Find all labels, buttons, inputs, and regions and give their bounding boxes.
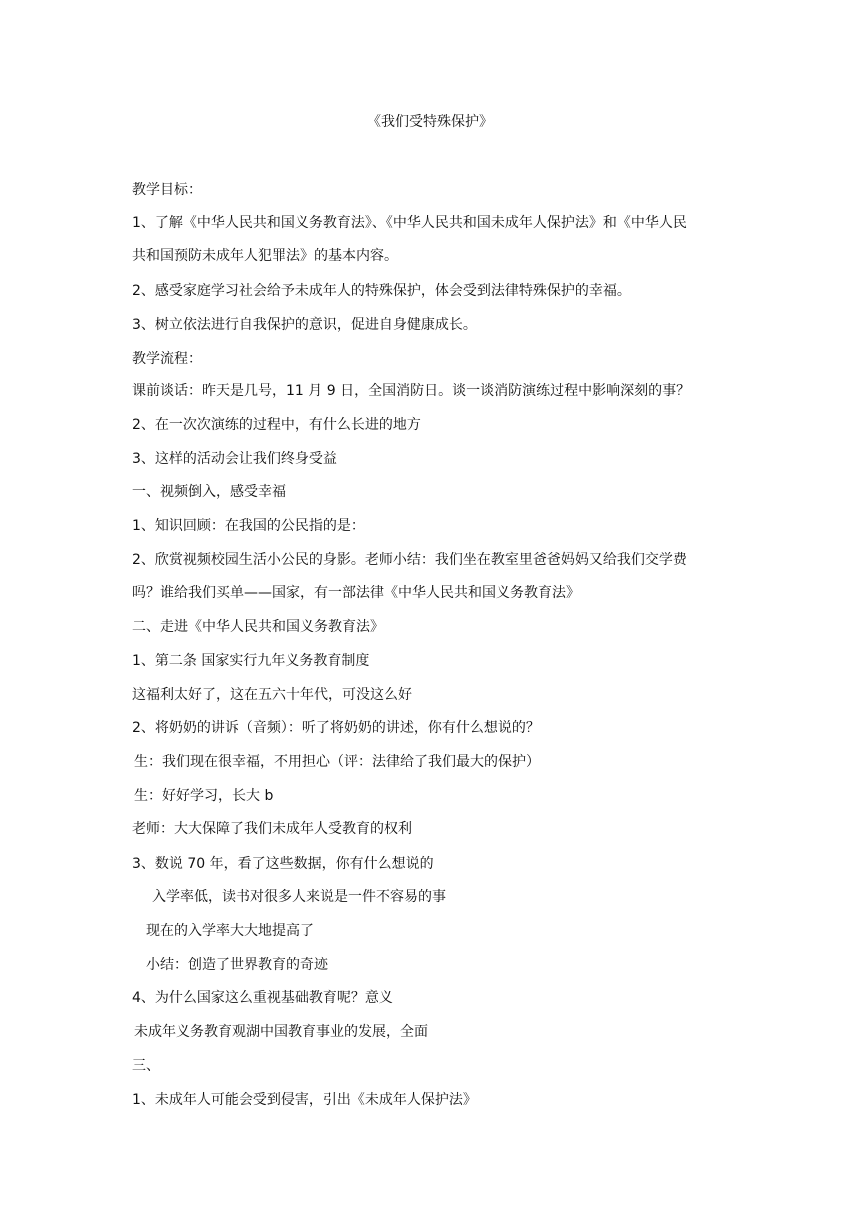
paragraph-line: 3、这样的活动会让我们终身受益 — [132, 451, 337, 467]
paragraph-line: 这福利太好了，这在五六十年代，可没这么好 — [132, 687, 412, 703]
paragraph-line: 1、未成年人可能会受到侵害，引出《未成年人保护法》 — [132, 1092, 477, 1108]
paragraph-line: 课前谈话：昨天是几号，11 月 9 日，全国消防日。谈一谈消防演练过程中影响深刻的事？ — [132, 383, 691, 399]
paragraph-line: 生：好好学习，长大 b — [134, 788, 274, 804]
paragraph-line: 生：我们现在很幸福，不用担心（评：法律给了我们最大的保护） — [134, 754, 540, 770]
paragraph-line: 4、为什么国家这么重视基础教育呢？意义 — [132, 990, 393, 1006]
paragraph-line: 2、在一次次演练的过程中，有什么长进的地方 — [132, 417, 421, 433]
section-heading: 一、视频倒入，感受幸福 — [132, 484, 286, 500]
paragraph-line: 吗？谁给我们买单——国家，有一部法律《中华人民共和国义务教育法》 — [132, 585, 580, 601]
paragraph-line: 2、将奶奶的讲诉（音频）：听了将奶奶的讲述，你有什么想说的？ — [132, 720, 540, 736]
section-heading: 教学目标： — [132, 182, 202, 198]
paragraph-line: 共和国预防未成年人犯罪法》的基本内容。 — [132, 248, 398, 264]
paragraph-line: 2、欣赏视频校园生活小公民的身影。老师小结：我们坐在教室里爸爸妈妈又给我们交学费 — [132, 552, 687, 568]
paragraph-line: 2、感受家庭学习社会给予未成年人的特殊保护，体会受到法律特殊保护的幸福。 — [132, 283, 631, 299]
paragraph-line: 1、第二条 国家实行九年义务教育制度 — [132, 653, 370, 669]
section-heading: 二、走进《中华人民共和国义务教育法》 — [132, 619, 384, 635]
section-heading: 三、 — [132, 1058, 160, 1074]
paragraph-line: 老师：大大保障了我们未成年人受教育的权利 — [132, 821, 412, 837]
paragraph-line: 未成年义务教育观湖中国教育事业的发展，全面 — [134, 1024, 428, 1040]
paragraph-line: 3、数说 70 年，看了这些数据，你有什么想说的 — [132, 856, 434, 872]
paragraph-line: 1、了解《中华人民共和国义务教育法》、《中华人民共和国未成年人保护法》和《中华人民 — [132, 215, 687, 231]
paragraph-line: 3、树立依法进行自我保护的意识，促进自身健康成长。 — [132, 317, 477, 333]
paragraph-line: 入学率低，读书对很多人来说是一件不容易的事 — [152, 889, 446, 905]
paragraph-line: 1、知识回顾：在我国的公民指的是： — [132, 518, 365, 534]
document-title: 《我们受特殊保护》 — [367, 114, 493, 130]
paragraph-line: 现在的入学率大大地提高了 — [146, 923, 314, 939]
section-heading: 教学流程： — [132, 351, 202, 367]
paragraph-line: 小结：创造了世界教育的奇迹 — [146, 957, 328, 973]
